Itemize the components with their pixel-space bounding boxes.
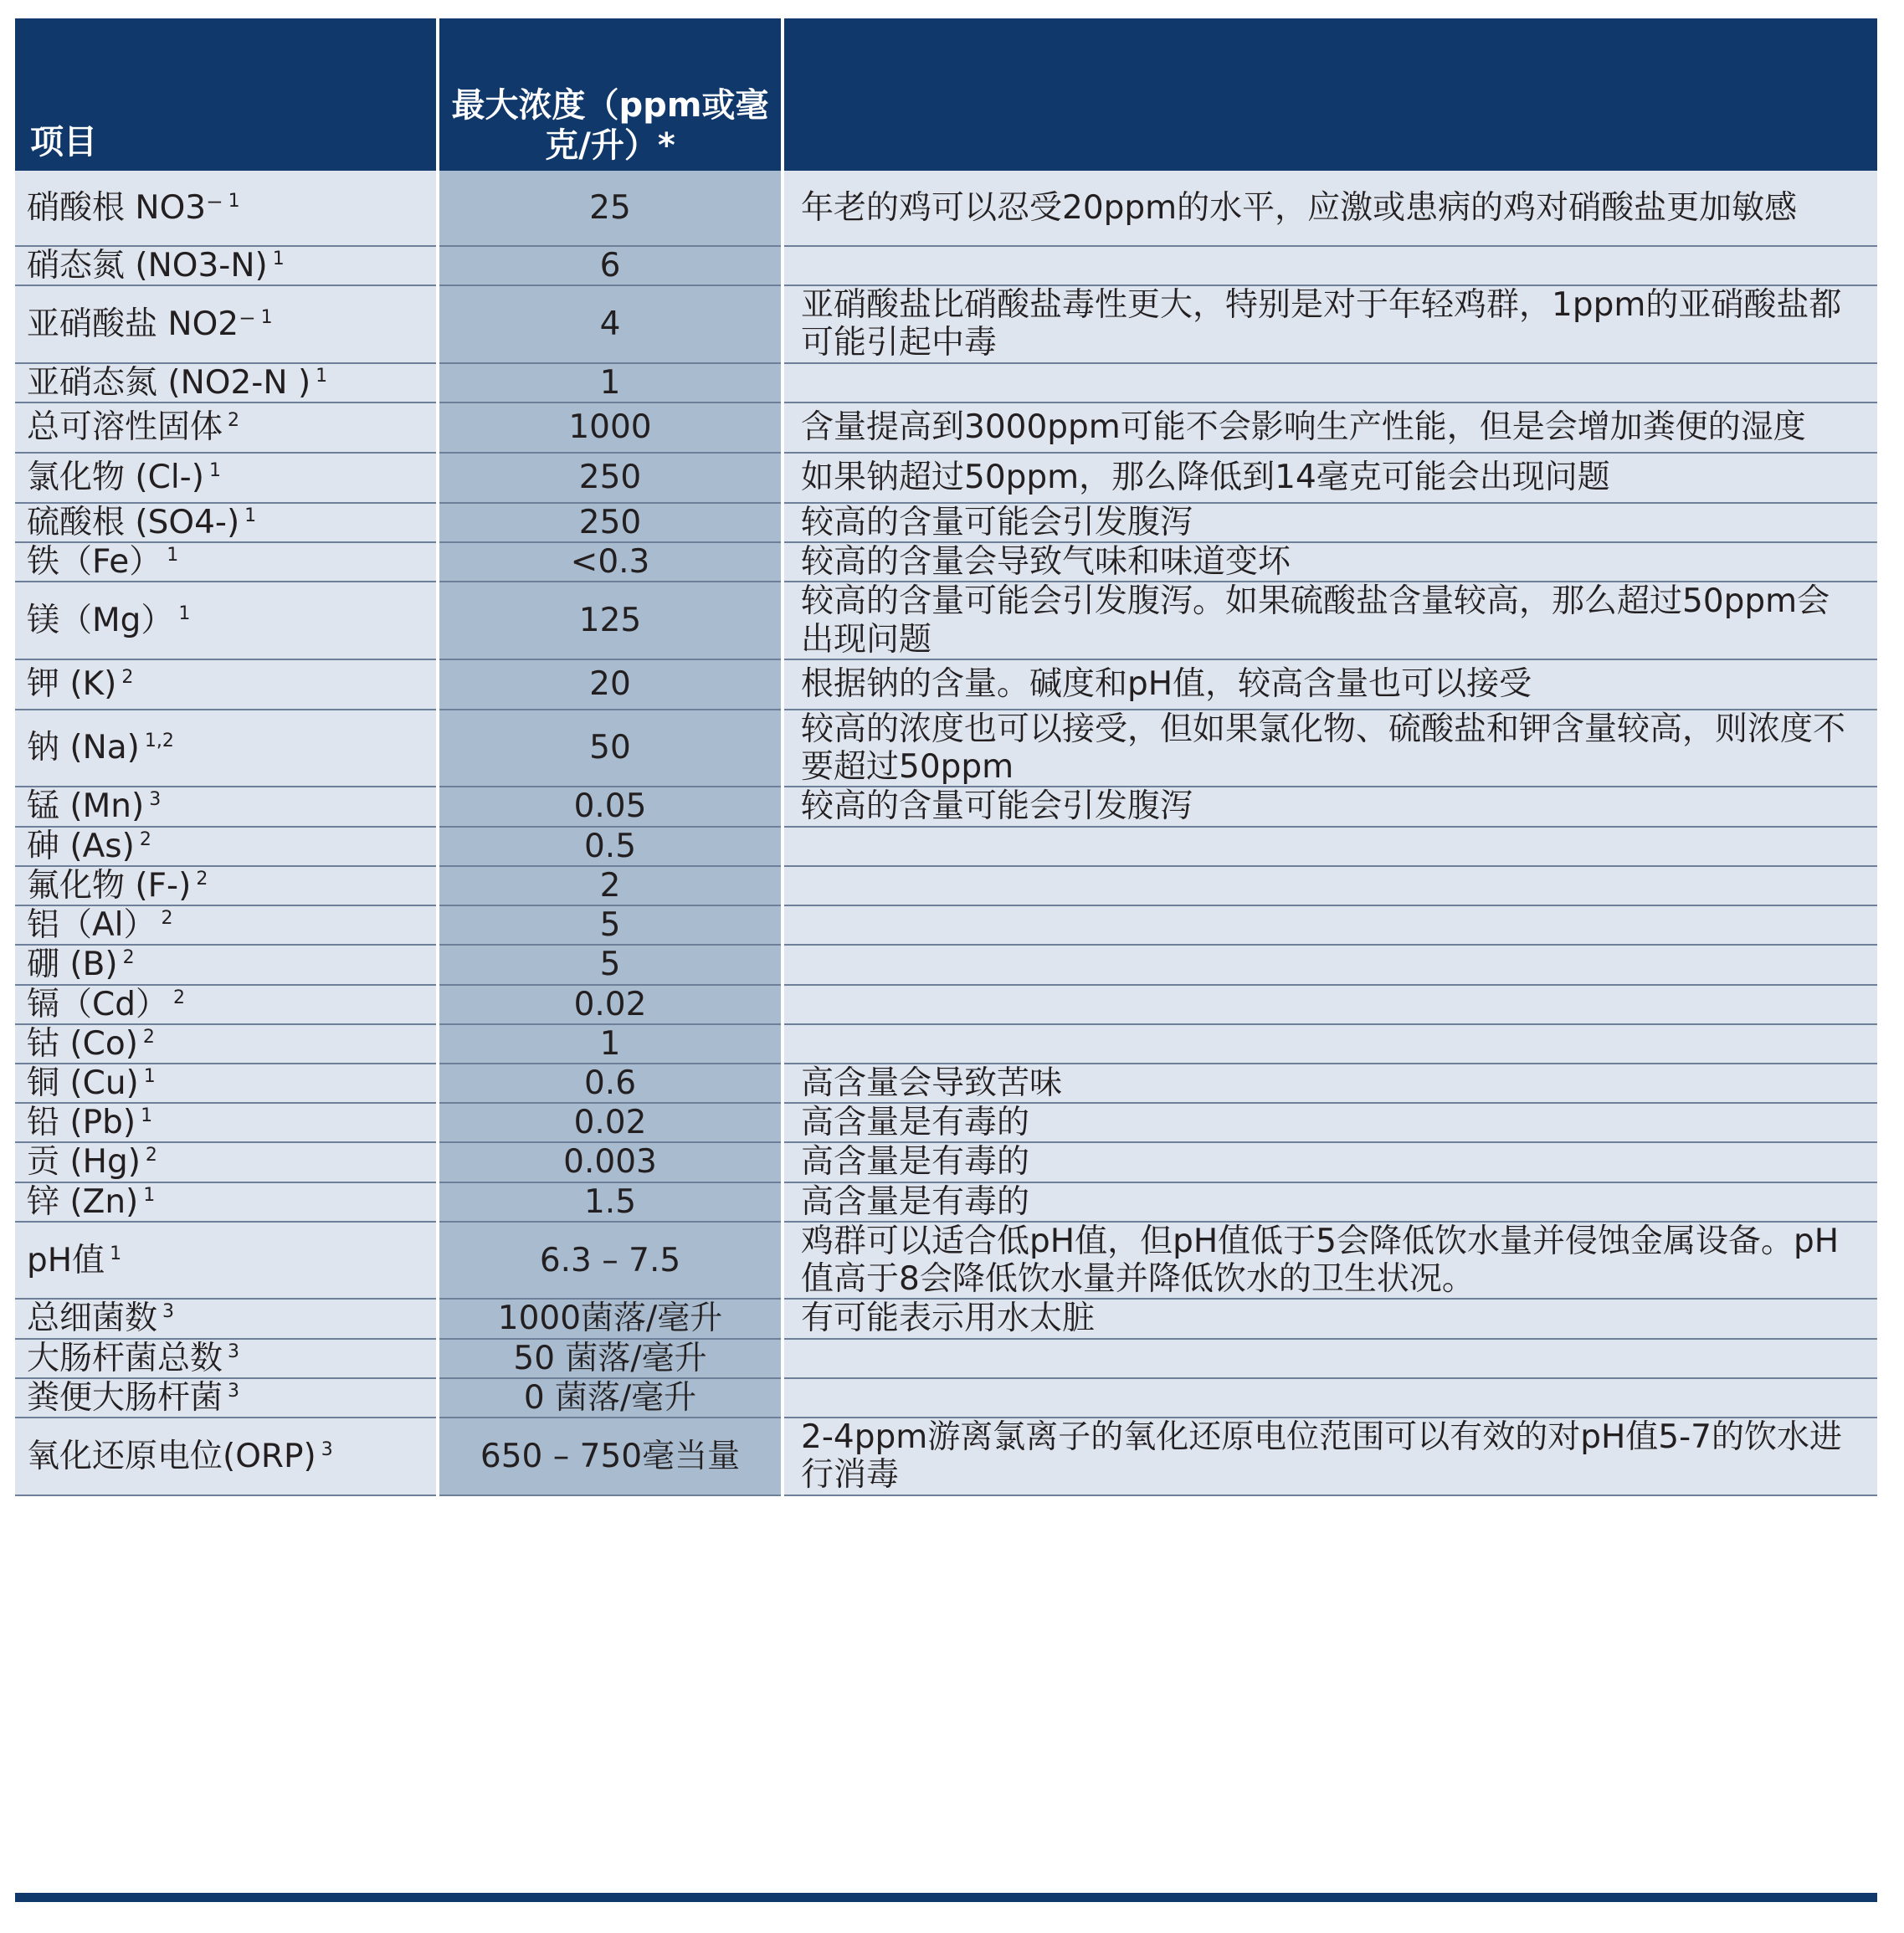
row-item-label: 硝态氮 (NO3-N) <box>27 247 268 285</box>
row-max-concentration: 2 <box>438 866 783 905</box>
water-quality-table-wrapper <box>15 18 1877 1496</box>
row-max-concentration: 50 <box>438 710 783 787</box>
table-row <box>15 1378 1877 1418</box>
footnote-marker: 3 <box>228 1380 240 1402</box>
row-item-label: 氟化物 (F-) <box>27 866 192 905</box>
row-note <box>783 985 1877 1024</box>
row-item <box>15 945 438 984</box>
row-max-concentration: 5 <box>438 945 783 984</box>
table-row <box>15 1299 1877 1338</box>
row-max-concentration: 0.05 <box>438 787 783 826</box>
row-item <box>15 1182 438 1222</box>
footnote-marker: 2 <box>161 908 173 930</box>
row-item <box>15 363 438 402</box>
row-note: 较高的浓度也可以接受，但如果氯化物、硫酸盐和钾含量较高，则浓度不要超过50ppm <box>783 710 1877 787</box>
footnote-marker: 1 <box>178 603 191 625</box>
footnote-marker: 1 <box>272 249 285 269</box>
table-row <box>15 582 1877 659</box>
header-item: 项目 <box>15 18 438 171</box>
row-note <box>783 1378 1877 1418</box>
row-note <box>783 363 1877 402</box>
footnote-marker: 1 <box>208 460 221 482</box>
row-note: 有可能表示用水太脏 <box>783 1299 1877 1338</box>
footnote-marker: 3 <box>321 1438 333 1460</box>
row-note: 含量提高到3000ppm可能不会影响生产性能，但是会增加粪便的湿度 <box>783 402 1877 453</box>
row-max-concentration: 1000菌落/毫升 <box>438 1299 783 1338</box>
footnote-marker: 2 <box>139 828 151 850</box>
row-item <box>15 659 438 710</box>
footnote-marker: 3 <box>149 789 162 811</box>
row-max-concentration: 250 <box>438 503 783 542</box>
row-max-concentration: 6 <box>438 246 783 285</box>
row-max-concentration: 125 <box>438 582 783 659</box>
footnote-marker: 3 <box>162 1301 175 1323</box>
table-row <box>15 542 1877 582</box>
row-item-label: 硫酸根 (SO4-) <box>27 503 240 541</box>
row-item-label: 钾 (K) <box>27 665 117 704</box>
row-max-concentration: 1.5 <box>438 1182 783 1222</box>
row-note: 高含量是有毒的 <box>783 1182 1877 1222</box>
footnote-marker: 1 <box>167 545 179 567</box>
row-max-concentration: 6.3 – 7.5 <box>438 1222 783 1299</box>
footnote-marker: 1 <box>143 1065 156 1087</box>
row-item <box>15 787 438 826</box>
row-max-concentration: 5 <box>438 905 783 945</box>
footnote-marker: 1 <box>244 505 257 526</box>
table-row <box>15 363 1877 402</box>
row-note: 较高的含量可能会引发腹泻。如果硫酸盐含量较高，那么超过50ppm会出现问题 <box>783 582 1877 659</box>
footnote-marker: 1 <box>316 365 328 387</box>
row-item-label: 镉（Cd） <box>27 985 168 1023</box>
row-item <box>15 402 438 453</box>
row-max-concentration: 650 – 750毫当量 <box>438 1418 783 1495</box>
row-item-label: 氧化还原电位(ORP) <box>27 1437 316 1475</box>
row-item <box>15 1024 438 1064</box>
table-row <box>15 1339 1877 1378</box>
row-max-concentration: 20 <box>438 659 783 710</box>
row-note: 高含量是有毒的 <box>783 1103 1877 1142</box>
footnote-marker: 2 <box>121 667 134 689</box>
row-item-label: 总细菌数 <box>27 1300 158 1338</box>
row-note <box>783 246 1877 285</box>
row-item-label: 氯化物 (Cl-) <box>27 459 204 497</box>
footnote-marker: 2 <box>196 868 208 890</box>
row-max-concentration: 1 <box>438 1024 783 1064</box>
row-item-label: 铜 (Cu) <box>27 1064 139 1102</box>
row-max-concentration: 25 <box>438 171 783 246</box>
footnote-marker: 1 <box>260 306 273 328</box>
row-item <box>15 171 438 246</box>
row-item <box>15 453 438 503</box>
row-item <box>15 1339 438 1378</box>
footnote-marker: 1,2 <box>144 731 174 752</box>
row-max-concentration: 0.003 <box>438 1142 783 1182</box>
row-note: 鸡群可以适合低pH值，但pH值低于5会降低饮水量并侵蚀金属设备。pH值高于8会降低饮水量并降低饮水的卫生状况。 <box>783 1222 1877 1299</box>
table-row <box>15 905 1877 945</box>
table-row <box>15 659 1877 710</box>
table-row <box>15 945 1877 984</box>
row-item <box>15 1299 438 1338</box>
row-max-concentration: 0 菌落/毫升 <box>438 1378 783 1418</box>
table-row <box>15 827 1877 866</box>
table-row <box>15 171 1877 246</box>
row-item-label: 总可溶性固体 <box>27 408 223 447</box>
header-row <box>15 18 1877 171</box>
row-max-concentration: 4 <box>438 285 783 362</box>
row-item-label: 钴 (Co) <box>27 1024 138 1063</box>
row-item-label: 亚硝态氮 (NO2-N ) <box>27 363 311 402</box>
row-item <box>15 1222 438 1299</box>
row-item <box>15 827 438 866</box>
row-max-concentration: 0.6 <box>438 1064 783 1103</box>
row-item-label: 锌 (Zn) <box>27 1182 139 1221</box>
row-item-label: 粪便大肠杆菌 <box>27 1378 223 1417</box>
row-note <box>783 866 1877 905</box>
row-item <box>15 285 438 362</box>
footnote-marker: 3 <box>228 1341 240 1362</box>
table-row <box>15 246 1877 285</box>
row-note: 根据钠的含量。碱度和pH值，较高含量也可以接受 <box>783 659 1877 710</box>
table-row <box>15 285 1877 362</box>
row-item-label: 砷 (As) <box>27 827 135 865</box>
row-item <box>15 1064 438 1103</box>
bottom-rule <box>15 1893 1877 1902</box>
row-item-label: pH值 <box>27 1241 105 1279</box>
row-note: 较高的含量可能会引发腹泻 <box>783 503 1877 542</box>
row-item-label: 亚硝酸盐 NO2⁻ <box>27 305 256 343</box>
row-item-label: 铅 (Pb) <box>27 1104 136 1142</box>
row-item <box>15 542 438 582</box>
table-row <box>15 1024 1877 1064</box>
header-max-concentration: 最大浓度（ppm或毫克/升）* <box>438 18 783 171</box>
row-note: 较高的含量可能会引发腹泻 <box>783 787 1877 826</box>
row-note: 高含量会导致苦味 <box>783 1064 1877 1103</box>
header-notes <box>783 18 1877 171</box>
row-item-label: 钠 (Na) <box>27 729 140 767</box>
footnote-marker: 1 <box>110 1243 122 1264</box>
row-item <box>15 1378 438 1418</box>
table-row <box>15 1064 1877 1103</box>
row-max-concentration: 0.02 <box>438 1103 783 1142</box>
row-item <box>15 1103 438 1142</box>
row-item <box>15 866 438 905</box>
table-row <box>15 453 1877 503</box>
row-item-label: 硝酸根 NO3⁻ <box>27 188 223 227</box>
row-max-concentration: <0.3 <box>438 542 783 582</box>
row-max-concentration: 50 菌落/毫升 <box>438 1339 783 1378</box>
footnote-marker: 1 <box>141 1105 153 1127</box>
row-item <box>15 710 438 787</box>
table-row <box>15 710 1877 787</box>
table-row <box>15 866 1877 905</box>
row-item <box>15 905 438 945</box>
row-note <box>783 1339 1877 1378</box>
footnote-marker: 1 <box>143 1184 156 1206</box>
table-row <box>15 503 1877 542</box>
row-note <box>783 1024 1877 1064</box>
footnote-marker: 2 <box>173 987 185 1008</box>
footnote-marker: 2 <box>122 947 135 969</box>
row-item-label: 铁（Fe） <box>27 543 162 582</box>
row-max-concentration: 1000 <box>438 402 783 453</box>
row-note: 年老的鸡可以忍受20ppm的水平，应激或患病的鸡对硝酸盐更加敏感 <box>783 171 1877 246</box>
row-item <box>15 1418 438 1495</box>
table-row <box>15 1182 1877 1222</box>
table-body <box>15 171 1877 1495</box>
table-row <box>15 1418 1877 1495</box>
row-item <box>15 582 438 659</box>
table-row <box>15 787 1877 826</box>
table-row <box>15 402 1877 453</box>
table-row <box>15 1103 1877 1142</box>
row-max-concentration: 0.02 <box>438 985 783 1024</box>
table-row <box>15 985 1877 1024</box>
footnote-marker: 2 <box>228 410 240 432</box>
row-item-label: 硼 (B) <box>27 946 118 984</box>
footnote-marker: 2 <box>145 1145 157 1166</box>
row-max-concentration: 1 <box>438 363 783 402</box>
row-item <box>15 503 438 542</box>
row-note: 高含量是有毒的 <box>783 1142 1877 1182</box>
row-note: 2-4ppm游离氯离子的氧化还原电位范围可以有效的对pH值5-7的饮水进行消毒 <box>783 1418 1877 1495</box>
row-item-label: 大肠杆菌总数 <box>27 1339 223 1377</box>
row-note <box>783 905 1877 945</box>
row-item-label: 铝（Al） <box>27 906 157 945</box>
footnote-marker: 1 <box>228 190 240 212</box>
row-item-label: 贡 (Hg) <box>27 1143 141 1182</box>
row-note <box>783 945 1877 984</box>
row-note: 亚硝酸盐比硝酸盐毒性更大，特别是对于年轻鸡群，1ppm的亚硝酸盐都可能引起中毒 <box>783 285 1877 362</box>
table-row <box>15 1142 1877 1182</box>
row-item <box>15 1142 438 1182</box>
row-max-concentration: 250 <box>438 453 783 503</box>
row-note <box>783 827 1877 866</box>
row-item <box>15 985 438 1024</box>
footnote-marker: 2 <box>142 1026 155 1048</box>
table-row <box>15 1222 1877 1299</box>
row-item <box>15 246 438 285</box>
row-note: 较高的含量会导致气味和味道变坏 <box>783 542 1877 582</box>
row-item-label: 镁（Mg） <box>27 602 174 640</box>
row-note: 如果钠超过50ppm，那么降低到14毫克可能会出现问题 <box>783 453 1877 503</box>
row-max-concentration: 0.5 <box>438 827 783 866</box>
water-quality-table <box>15 18 1877 1496</box>
row-item-label: 锰 (Mn) <box>27 787 145 826</box>
